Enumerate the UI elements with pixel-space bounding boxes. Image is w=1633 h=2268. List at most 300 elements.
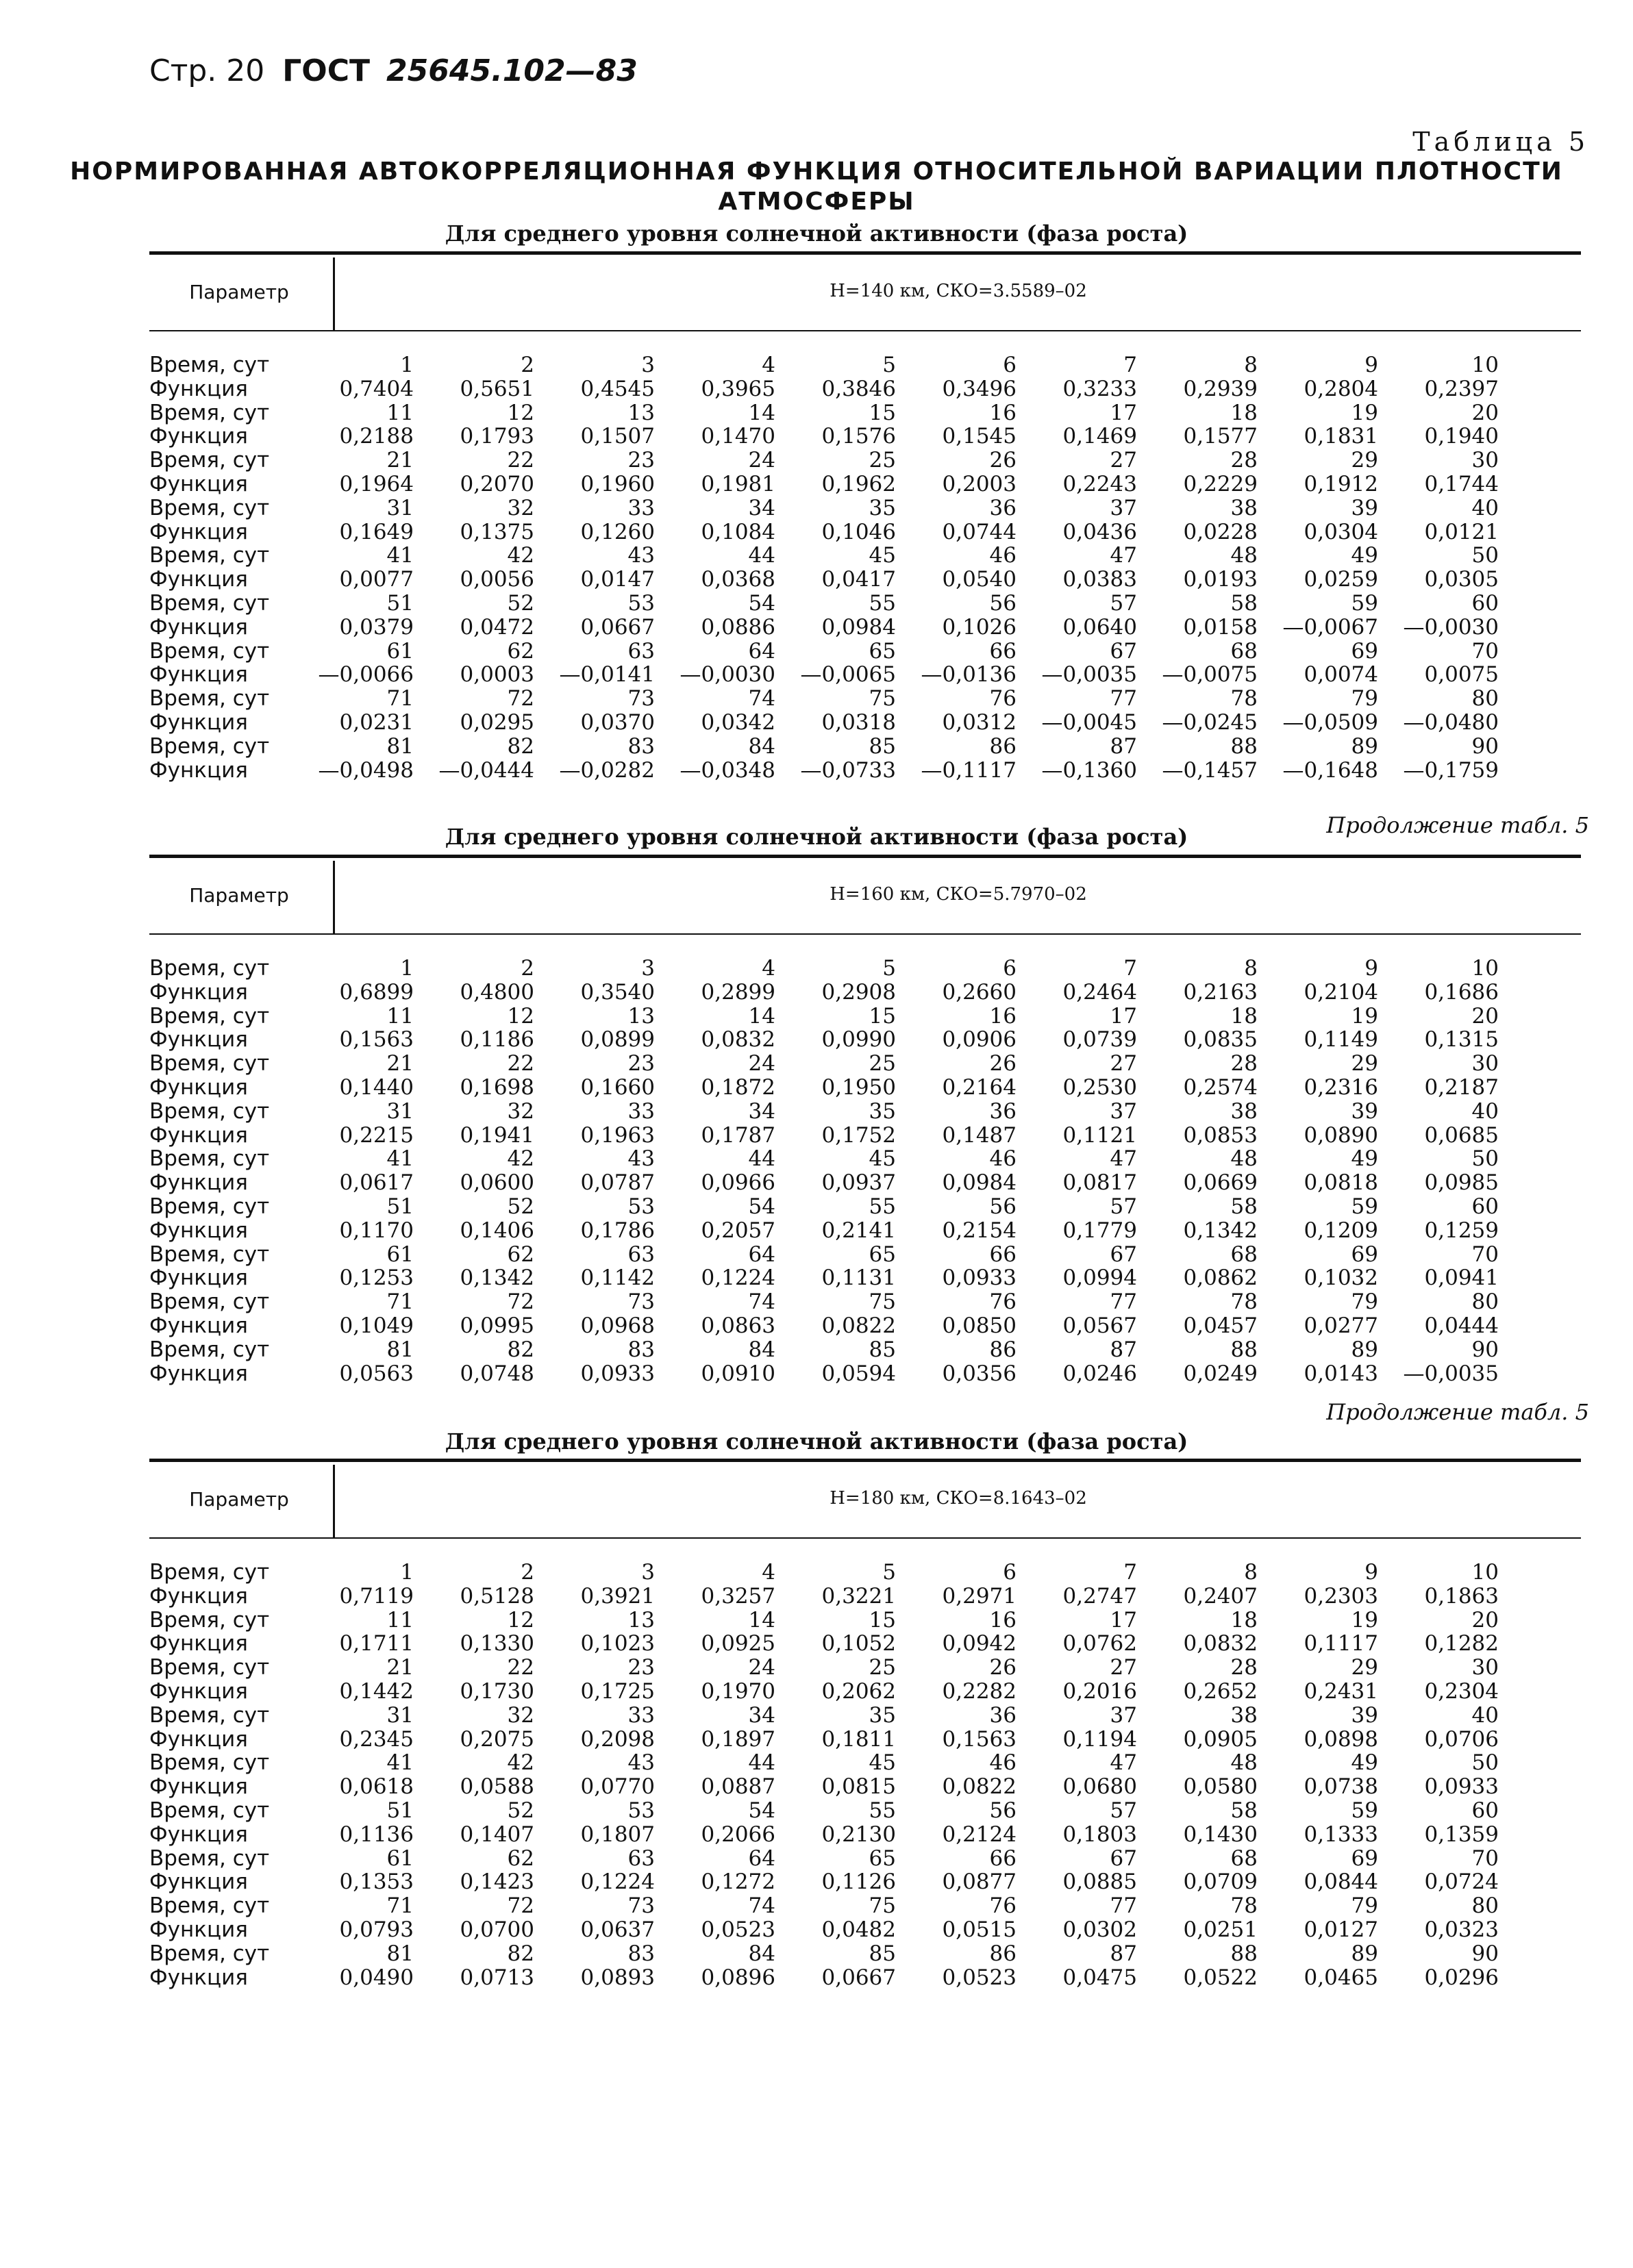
table-cell: 0,0296: [1424, 1965, 1499, 1990]
table-cell: 86: [989, 1337, 1017, 1362]
function-row: [149, 1918, 1581, 1942]
table-cell: 0,1375: [460, 519, 534, 544]
row-cells: [293, 449, 1581, 473]
param-label: Параметр: [189, 884, 289, 907]
main-title-line1: НОРМИРОВАННАЯ АВТОКОРРЕЛЯЦИОННАЯ ФУНКЦИЯ ОТНОСИТЕЛЬНОЙ ВАРИАЦИИ ПЛОТНОСТИ: [70, 158, 1563, 186]
table-cell: 5: [882, 956, 896, 981]
table-cell: 59: [1351, 1798, 1378, 1823]
table-cell: 78: [1230, 686, 1258, 711]
table-cell: 28: [1230, 448, 1258, 473]
table-cell: 0,0685: [1424, 1122, 1499, 1148]
param-label: Параметр: [189, 281, 289, 303]
table-cell: 78: [1230, 1289, 1258, 1315]
table-cell: 0,1121: [1062, 1122, 1137, 1148]
table-cell: 73: [627, 1289, 655, 1315]
table-cell: 88: [1230, 1941, 1258, 1966]
table-cell: —0,0282: [559, 757, 655, 783]
table-cell: 0,1342: [460, 1265, 534, 1291]
function-row: [149, 568, 1581, 592]
table-cell: 33: [627, 495, 655, 520]
table-cell: 1: [400, 1560, 414, 1585]
table-cell: 26: [989, 1051, 1017, 1076]
table-cell: 87: [1110, 1337, 1137, 1362]
table-cell: 29: [1351, 448, 1378, 473]
table-cell: 0,0304: [1304, 519, 1378, 544]
table-cell: 0,0667: [580, 614, 655, 640]
function-row: [149, 1632, 1581, 1656]
table-cell: 87: [1110, 1941, 1137, 1966]
table-cell: 0,0887: [701, 1774, 775, 1800]
table-cell: 0,2066: [701, 1822, 775, 1847]
table-cell: 0,1970: [701, 1678, 775, 1704]
table-cell: 0,1964: [339, 471, 414, 496]
table-cell: 35: [869, 495, 896, 520]
table-cell: 30: [1471, 1655, 1499, 1680]
table-cell: 0,1032: [1304, 1265, 1378, 1291]
table-cell: 0,1049: [339, 1313, 414, 1338]
table-cell: 0,0523: [942, 1965, 1017, 1990]
table-cell: 84: [748, 733, 775, 759]
table-cell: 10: [1471, 1560, 1499, 1585]
table-cell: 0,2431: [1304, 1678, 1378, 1704]
table-cell: 0,0832: [701, 1027, 775, 1053]
table-cell: 40: [1471, 495, 1499, 520]
table-cell: 71: [386, 686, 414, 711]
table-cell: 20: [1471, 1003, 1499, 1029]
row-cells: [293, 616, 1581, 640]
table-cell: 83: [627, 1941, 655, 1966]
table-cell: 0,1407: [460, 1822, 534, 1847]
function-row: [149, 1775, 1581, 1799]
row-cells: [293, 957, 1581, 981]
table-cell: 0,2164: [942, 1074, 1017, 1100]
table-cell: 0,2104: [1304, 979, 1378, 1005]
table-cell: 61: [386, 638, 414, 664]
table-cell: 0,0822: [942, 1774, 1017, 1800]
table-cell: 62: [507, 638, 534, 664]
table-cell: 7: [1123, 956, 1137, 981]
row-cells: [293, 1171, 1581, 1195]
table-cell: 0,1023: [580, 1631, 655, 1656]
table-cell: 31: [386, 1098, 414, 1124]
table-cell: 0,1811: [821, 1726, 896, 1752]
row-label: Время, сут: [149, 1798, 270, 1823]
time-row: [149, 1609, 1581, 1633]
table-cell: 0,0370: [580, 709, 655, 735]
table-cell: 0,1577: [1183, 424, 1258, 449]
table-cell: —0,0066: [318, 662, 414, 688]
table-cell: 0,0228: [1183, 519, 1258, 544]
row-label: Функция: [149, 1869, 248, 1895]
row-label: Время, сут: [149, 1003, 270, 1029]
table-cell: 87: [1110, 733, 1137, 759]
table-cell: 29: [1351, 1051, 1378, 1076]
table-cell: 0,0818: [1304, 1170, 1378, 1196]
table-cell: 32: [507, 495, 534, 520]
time-row: [149, 1243, 1581, 1267]
table-cell: 0,0457: [1183, 1313, 1258, 1338]
table-cell: 0,7404: [339, 376, 414, 401]
row-label: Функция: [149, 1361, 248, 1386]
table-cell: 8: [1244, 1560, 1258, 1585]
function-row: [149, 759, 1581, 783]
table-cell: 36: [989, 495, 1017, 520]
table-cell: 45: [869, 1146, 896, 1172]
table-cell: 0,2243: [1062, 471, 1137, 496]
table-cell: 8: [1244, 353, 1258, 377]
row-label: Функция: [149, 1583, 248, 1609]
row-cells: [293, 1076, 1581, 1100]
table-cell: 0,0966: [701, 1170, 775, 1196]
table-cell: 19: [1351, 400, 1378, 425]
table-cell: 30: [1471, 1051, 1499, 1076]
time-row: [149, 1195, 1581, 1219]
table-cell: 0,1253: [339, 1265, 414, 1291]
table-cell: 0,2660: [942, 979, 1017, 1005]
table-cell: 85: [869, 733, 896, 759]
row-label: Функция: [149, 376, 248, 401]
table-cell: 0,0637: [580, 1917, 655, 1942]
table-cell: 12: [507, 1003, 534, 1029]
table-cell: 75: [869, 1289, 896, 1315]
table-cell: 11: [386, 1607, 414, 1633]
table-cell: —0,0509: [1282, 709, 1378, 735]
table-cell: 16: [989, 1607, 1017, 1633]
table-cell: 0,0522: [1183, 1965, 1258, 1990]
table-cell: 65: [869, 1845, 896, 1871]
table-cell: 0,1353: [339, 1869, 414, 1895]
function-row: [149, 1680, 1581, 1704]
row-label: Функция: [149, 1822, 248, 1847]
table-cell: 46: [989, 1146, 1017, 1172]
row-label: Функция: [149, 757, 248, 783]
time-row: [149, 401, 1581, 425]
table-cell: 69: [1351, 638, 1378, 664]
table-cell: 35: [869, 1098, 896, 1124]
table-cell: 0,0475: [1062, 1965, 1137, 1990]
row-cells: [293, 1870, 1581, 1894]
table-cell: 61: [386, 1845, 414, 1871]
table-cell: 0,2304: [1424, 1678, 1499, 1704]
table-cell: 1: [400, 353, 414, 377]
row-label: Время, сут: [149, 448, 270, 473]
table-cell: —0,0136: [921, 662, 1017, 688]
table-cell: 64: [748, 1845, 775, 1871]
table-cell: 25: [869, 1655, 896, 1680]
table-cell: 0,0709: [1183, 1869, 1258, 1895]
table-cell: 21: [386, 448, 414, 473]
table-cell: 50: [1471, 543, 1499, 568]
table-cell: 80: [1471, 686, 1499, 711]
table-cell: 0,0567: [1062, 1313, 1137, 1338]
gost-label: ГОСТ: [282, 53, 370, 88]
table-cell: 73: [627, 686, 655, 711]
time-row: [149, 1052, 1581, 1076]
function-row: [149, 616, 1581, 640]
row-label: Время, сут: [149, 1242, 270, 1267]
table-cell: 11: [386, 1003, 414, 1029]
table-cell: 0,1960: [580, 471, 655, 496]
table-cell: 0,1224: [701, 1265, 775, 1291]
table-cell: 0,1831: [1304, 424, 1378, 449]
table-cell: 77: [1110, 1289, 1137, 1315]
table-cell: 51: [386, 1798, 414, 1823]
table-cell: 10: [1471, 956, 1499, 981]
table-cell: —0,0045: [1041, 709, 1137, 735]
table-cell: 58: [1230, 1798, 1258, 1823]
table-cell: 57: [1110, 590, 1137, 616]
row-cells: [293, 544, 1581, 568]
function-row: [149, 711, 1581, 735]
function-row: [149, 520, 1581, 544]
row-label: Время, сут: [149, 495, 270, 520]
time-row: [149, 957, 1581, 981]
table-cell: 89: [1351, 733, 1378, 759]
row-cells: [293, 1942, 1581, 1966]
table-cell: 0,1406: [460, 1218, 534, 1243]
table-cell: 43: [627, 1146, 655, 1172]
table-cell: 23: [627, 1051, 655, 1076]
table-cell: 0,2141: [821, 1218, 896, 1243]
table-cell: 56: [989, 1194, 1017, 1219]
table-cell: 60: [1471, 590, 1499, 616]
table-body: [149, 353, 1581, 782]
table-cell: 49: [1351, 543, 1378, 568]
row-cells: [293, 640, 1581, 664]
table-cell: 6: [1003, 1560, 1017, 1585]
table-cell: 0,0490: [339, 1965, 414, 1990]
table-cell: 17: [1110, 1607, 1137, 1633]
table-cell: 0,1259: [1424, 1218, 1499, 1243]
table-cell: 0,0368: [701, 567, 775, 592]
function-row: [149, 981, 1581, 1005]
table-cell: 0,2303: [1304, 1583, 1378, 1609]
row-label: Время, сут: [149, 638, 270, 664]
table-cell: 38: [1230, 1098, 1258, 1124]
table-cell: 67: [1110, 1845, 1137, 1871]
table-cell: 0,1272: [701, 1869, 775, 1895]
table-cell: 0,0933: [580, 1361, 655, 1386]
time-row: [149, 592, 1581, 616]
row-cells: [293, 735, 1581, 759]
table-cell: 0,1779: [1062, 1218, 1137, 1243]
table-cell: 9: [1364, 353, 1378, 377]
table-cell: 58: [1230, 590, 1258, 616]
table-cell: 82: [507, 1941, 534, 1966]
table-cell: 51: [386, 590, 414, 616]
table-cell: 0,1793: [460, 424, 534, 449]
row-label: Время, сут: [149, 400, 270, 425]
table-cell: 0,0738: [1304, 1774, 1378, 1800]
table-cell: 0,0147: [580, 567, 655, 592]
table-cell: 0,0305: [1424, 567, 1499, 592]
table-cell: 0,0251: [1183, 1917, 1258, 1942]
table-cell: 0,0600: [460, 1170, 534, 1196]
table-cell: 66: [989, 1242, 1017, 1267]
row-cells: [293, 1028, 1581, 1052]
table-cell: 0,0770: [580, 1774, 655, 1800]
function-row: [149, 1966, 1581, 1990]
table-cell: 0,0667: [821, 1965, 896, 1990]
table-cell: 63: [627, 1242, 655, 1267]
table-cell: 0,0356: [942, 1361, 1017, 1386]
row-label: Функция: [149, 519, 248, 544]
table-cell: 0,2154: [942, 1218, 1017, 1243]
row-cells: [293, 1290, 1581, 1314]
table-cell: 39: [1351, 1098, 1378, 1124]
table-cell: —0,0030: [680, 662, 775, 688]
row-label: Функция: [149, 979, 248, 1005]
table-cell: 0,3496: [942, 376, 1017, 401]
row-cells: [293, 1338, 1581, 1362]
altitude-sko: H=140 км, СКО=3.5589–02: [830, 281, 1087, 301]
row-label: Функция: [149, 1726, 248, 1752]
table-cell: 0,3233: [1062, 376, 1137, 401]
time-row: [149, 496, 1581, 520]
table-cell: 41: [386, 1146, 414, 1172]
table-cell: 0,0246: [1062, 1361, 1137, 1386]
table-cell: 72: [507, 686, 534, 711]
table-cell: 39: [1351, 1702, 1378, 1728]
table-cell: 4: [762, 1560, 775, 1585]
table-cell: 0,2003: [942, 471, 1017, 496]
table-cell: 0,2130: [821, 1822, 896, 1847]
table-cell: 3: [641, 956, 655, 981]
row-label: Функция: [149, 1218, 248, 1243]
table-cell: 0,2652: [1183, 1678, 1258, 1704]
table-cell: 77: [1110, 1893, 1137, 1919]
table-cell: 0,0515: [942, 1917, 1017, 1942]
table-cell: 85: [869, 1941, 896, 1966]
function-row: [149, 1314, 1581, 1338]
table-cell: 72: [507, 1893, 534, 1919]
function-row: [149, 1076, 1581, 1100]
table-cell: 50: [1471, 1750, 1499, 1776]
row-cells: [293, 353, 1581, 377]
table-cell: 48: [1230, 1146, 1258, 1172]
row-label: Функция: [149, 424, 248, 449]
table-cell: 33: [627, 1702, 655, 1728]
table-cell: 0,2530: [1062, 1074, 1137, 1100]
row-cells: [293, 496, 1581, 520]
table-cell: 0,0886: [701, 614, 775, 640]
row-label: Время, сут: [149, 1560, 270, 1585]
time-row: [149, 640, 1581, 664]
row-label: Функция: [149, 614, 248, 640]
table-cell: 0,0885: [1062, 1869, 1137, 1895]
table-cell: 86: [989, 1941, 1017, 1966]
table-cell: 22: [507, 448, 534, 473]
table-cell: 42: [507, 543, 534, 568]
table-cell: 0,0259: [1304, 567, 1378, 592]
table-cell: 89: [1351, 1941, 1378, 1966]
table-cell: 66: [989, 638, 1017, 664]
table-cell: 0,0713: [460, 1965, 534, 1990]
table-cell: 0,0121: [1424, 519, 1499, 544]
table-cell: 73: [627, 1893, 655, 1919]
table-cell: 0,1084: [701, 519, 775, 544]
row-label: Функция: [149, 1313, 248, 1338]
table-cell: 0,1863: [1424, 1583, 1499, 1609]
table-cell: 0,2574: [1183, 1074, 1258, 1100]
row-label: Функция: [149, 1170, 248, 1196]
gost-number: 25645.102—83: [386, 53, 638, 88]
header-divider: [333, 861, 335, 933]
row-cells: [293, 473, 1581, 496]
table-cell: 6: [1003, 353, 1017, 377]
row-cells: [293, 1680, 1581, 1704]
table-cell: 53: [627, 1194, 655, 1219]
row-cells: [293, 1195, 1581, 1219]
table-cell: 0,0640: [1062, 614, 1137, 640]
table-cell: 0,2229: [1183, 471, 1258, 496]
table-cell: 0,0995: [460, 1313, 534, 1338]
table-cell: 3: [641, 353, 655, 377]
table-cell: 90: [1471, 1337, 1499, 1362]
function-row: [149, 1219, 1581, 1243]
table-cell: 12: [507, 400, 534, 425]
table-cell: 44: [748, 1750, 775, 1776]
table-cell: 21: [386, 1655, 414, 1680]
table-cell: 37: [1110, 1702, 1137, 1728]
table-cell: 0,1698: [460, 1074, 534, 1100]
table-cell: —0,1759: [1403, 757, 1499, 783]
table-cell: 0,0077: [339, 567, 414, 592]
row-label: Время, сут: [149, 1750, 270, 1776]
table-cell: 47: [1110, 543, 1137, 568]
table-cell: 15: [869, 1607, 896, 1633]
table-cell: 0,0056: [460, 567, 534, 592]
table-cell: 26: [989, 1655, 1017, 1680]
table-cell: 75: [869, 686, 896, 711]
table-cell: 0,0853: [1183, 1122, 1258, 1148]
table-cell: 0,0762: [1062, 1631, 1137, 1656]
row-label: Время, сут: [149, 686, 270, 711]
table-cell: 0,2057: [701, 1218, 775, 1243]
table-cell: 34: [748, 1702, 775, 1728]
table-cell: 0,0617: [339, 1170, 414, 1196]
table-cell: 90: [1471, 1941, 1499, 1966]
table-cell: —0,0035: [1041, 662, 1137, 688]
table-cell: 0,0669: [1183, 1170, 1258, 1196]
table-cell: 0,1487: [942, 1122, 1017, 1148]
table-cell: 21: [386, 1051, 414, 1076]
table-cell: —0,0067: [1282, 614, 1378, 640]
altitude-sko: H=180 км, СКО=8.1643–02: [830, 1488, 1087, 1509]
table-cell: 0,0523: [701, 1917, 775, 1942]
row-label: Функция: [149, 709, 248, 735]
table-cell: 81: [386, 733, 414, 759]
row-label: Функция: [149, 1122, 248, 1148]
table-cell: 80: [1471, 1893, 1499, 1919]
table-cell: 26: [989, 448, 1017, 473]
table-cell: 0,1052: [821, 1631, 896, 1656]
table-cell: 0,0302: [1062, 1917, 1137, 1942]
table-cell: 0,0984: [942, 1170, 1017, 1196]
table-cell: 0,2282: [942, 1678, 1017, 1704]
function-row: [149, 377, 1581, 401]
table-cell: 37: [1110, 1098, 1137, 1124]
table-cell: 23: [627, 448, 655, 473]
table-cell: 0,1136: [339, 1822, 414, 1847]
table-cell: 0,1469: [1062, 424, 1137, 449]
table-cell: 0,0706: [1424, 1726, 1499, 1752]
table-cell: 8: [1244, 956, 1258, 981]
table-cell: 49: [1351, 1750, 1378, 1776]
table-cell: 0,1470: [701, 424, 775, 449]
table-cell: 0,5128: [460, 1583, 534, 1609]
table-cell: 82: [507, 733, 534, 759]
